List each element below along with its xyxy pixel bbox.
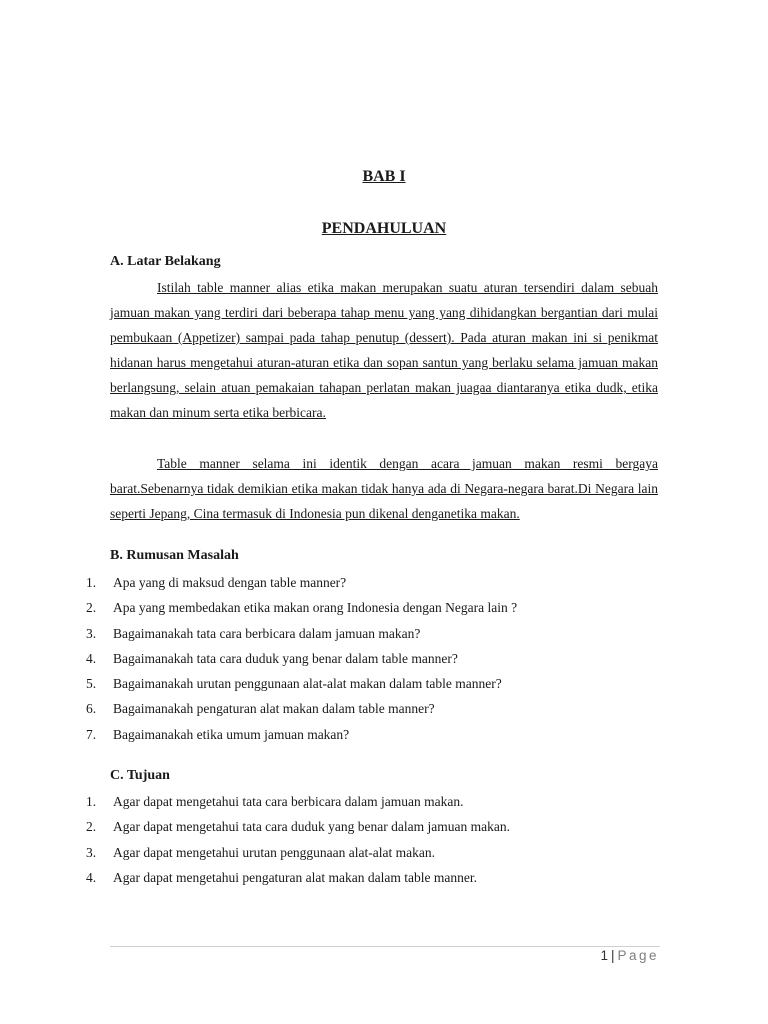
- list-text: Agar dapat mengetahui urutan penggunaan alat-alat makan.: [113, 844, 435, 860]
- list-number: 4.: [86, 650, 97, 666]
- list-number: 3.: [86, 844, 97, 860]
- list-number: 3.: [86, 625, 97, 641]
- list-text: Bagaimanakah pengaturan alat makan dalam table manner?: [113, 701, 435, 717]
- chapter-title: PENDAHULUAN: [321, 220, 447, 237]
- page-footer: [600, 948, 659, 963]
- list-text: Bagaimanakah tata cara duduk yang benar dalam table manner?: [113, 650, 458, 666]
- list-number: 2.: [86, 819, 97, 835]
- list-text: Apa yang membedakan etika makan orang Indonesia dengan Negara lain ?: [113, 600, 518, 616]
- footer-divider: [110, 946, 660, 947]
- paragraph-latar-belakang-1: Istilah table manner alias etika makan merupakan suatu aturan tersendiri dalam sebuah jamuan makan yang terdiri dari beberapa tahap menu yang yang dihidangkan bergantian dari mulai pembukaan (Appetizer) sampai pada tahap penutup (dessert). Pada aturan makan ini si penikmat hidanan harus mengetahui aturan-aturan etika dan sopan santun yang berlaku selama jamuan makan berlangsung, selain atuan pemakaian tahapan perlatan makan juagaa diantaranya etika dudk, etika makan dan minum serta etika berbicara.: [110, 280, 658, 420]
- list-text: Agar dapat mengetahui tata cara berbicara dalam jamuan makan.: [113, 794, 464, 809]
- page-number: 1: [600, 948, 608, 963]
- list-text: Agar dapat mengetahui pengaturan alat makan dalam table manner.: [113, 869, 477, 885]
- section-c-heading: C. Tujuan: [110, 768, 170, 783]
- list-text: Apa yang di maksud dengan table manner?: [113, 575, 347, 590]
- list-number: 5.: [86, 676, 97, 692]
- list-text: Bagaimanakah etika umum jamuan makan?: [113, 726, 350, 742]
- section-a-heading: A. Latar Belakang: [110, 254, 221, 269]
- paragraph-latar-belakang-2: Table manner selama ini identik dengan acara jamuan makan resmi bergaya barat.Sebenarnya tidak demikian etika makan tidak hanya ada di Negara-negara barat.Di Negara lain seperti Jepang, Cina termasuk di Indonesia pun dikenal denganetika makan.: [110, 456, 658, 521]
- page-label: Page: [617, 948, 659, 963]
- list-number: 2.: [86, 600, 97, 616]
- chapter-number: BAB I: [362, 168, 406, 185]
- list-number: 1.: [86, 575, 97, 590]
- list-text: Bagaimanakah urutan penggunaan alat-alat makan dalam table manner?: [113, 676, 502, 692]
- list-text: Agar dapat mengetahui tata cara duduk yang benar dalam jamuan makan.: [113, 819, 510, 835]
- footer-separator: |: [610, 948, 615, 963]
- section-b-heading: B. Rumusan Masalah: [110, 548, 239, 563]
- list-number: 6.: [86, 701, 97, 717]
- list-number: 4.: [86, 869, 97, 885]
- list-number: 1.: [86, 794, 97, 809]
- list-text: Bagaimanakah tata cara berbicara dalam jamuan makan?: [113, 625, 421, 641]
- list-number: 7.: [86, 726, 97, 742]
